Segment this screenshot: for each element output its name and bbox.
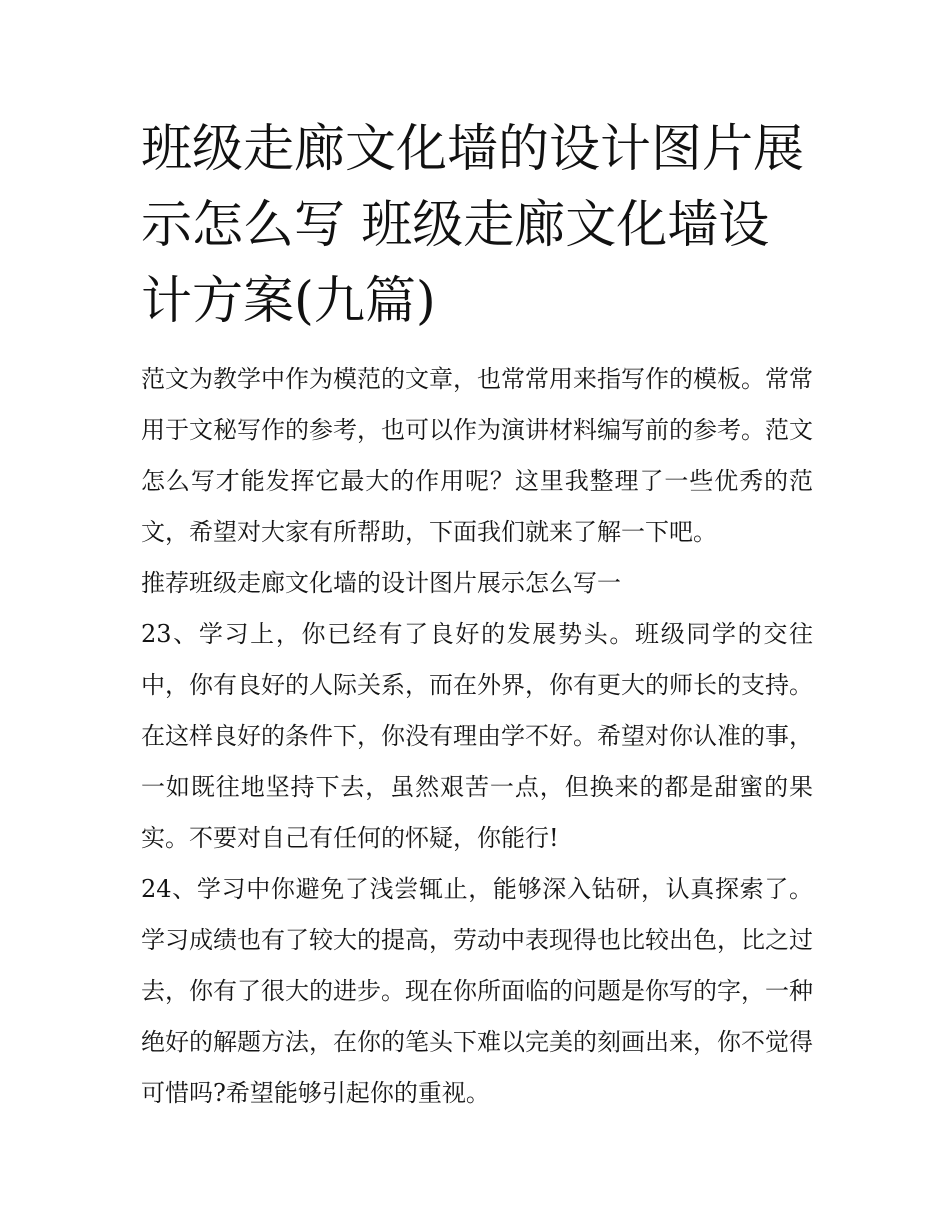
document-body (141, 354, 813, 1119)
document-title: 班级走廊文化墙的设计图片展示怎么写 班级走廊文化墙设计方案(九篇) (141, 120, 805, 331)
paragraph-23: 23、学习上，你已经有了良好的发展势头。班级同学的交往中，你有良好的人际关系，而在外界，你有更大的师长的支持。在这样良好的条件下，你没有理由学不好。希望对你认准的事，一如既往地坚持下去，虽然艰苦一点，但换来的都是甜蜜的果实。不要对自己有任何的怀疑，你能行! (141, 620, 813, 852)
section-heading: 推荐班级走廊文化墙的设计图片展示怎么写一 (141, 569, 621, 597)
intro-paragraph: 范文为教学中作为模范的文章，也常常用来指写作的模板。常常用于文秘写作的参考，也可以作为演讲材料编写前的参考。范文怎么写才能发挥它最大的作用呢？这里我整理了一些优秀的范文，希望对大家有所帮助，下面我们就来了解一下吧。 (141, 365, 813, 546)
paragraph-24: 24、学习中你避免了浅尝辄止，能够深入钻研，认真探索了。学习成绩也有了较大的提高，劳动中表现得也比较出色，比之过去，你有了很大的进步。现在你所面临的问题是你写的字，一种绝好的解题方法，在你的笔头下难以完美的刻画出来，你不觉得可惜吗?希望能够引起你的重视。 (141, 875, 813, 1107)
document-content (141, 112, 813, 1119)
